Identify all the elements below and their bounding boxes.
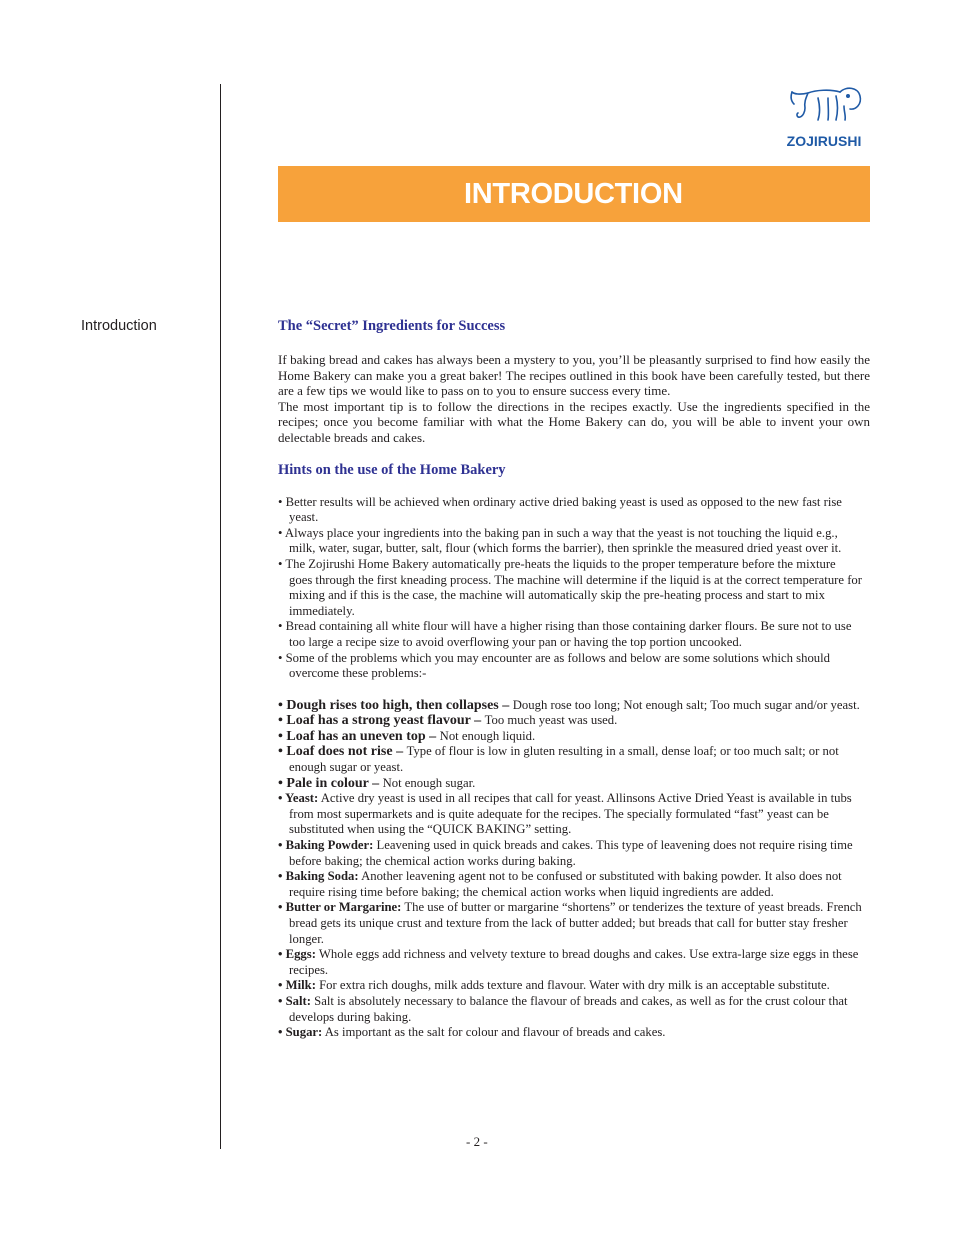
ingredient-description: Whole eggs add richness and velvety texture to bread doughs and cakes. Use extra-large size eggs in these recipes. [289, 947, 859, 977]
page-title: INTRODUCTION [464, 178, 683, 210]
ingredient-description: For extra rich doughs, milk adds texture and flavour. Water with dry milk is an acceptable substitute. [315, 978, 830, 993]
title-banner [278, 166, 870, 222]
list-item: • Always place your ingredients into the baking pan in such a way that the yeast is not touching the liquid e.g., milk, water, sugar, butter, salt, flour (which forms the barrier), then sprinkle the measured dried yeast over it. [278, 525, 842, 556]
ingredient-term: • Milk: [278, 978, 316, 993]
list-item [278, 1025, 870, 1041]
ingredient-description: The use of butter or margarine “shortens” or tenderizes the texture of yeast breads. French bread gets its unique crust and texture from the lack of butter added; but breads that call for butter stay fresher longer. [289, 900, 862, 946]
ingredient-term: • Eggs: [278, 947, 316, 962]
elephant-logo-icon [778, 84, 870, 150]
list-item [278, 900, 870, 947]
hints-list [278, 495, 870, 682]
ingredient-description: Salt is absolutely necessary to balance the flavour of breads and cakes, as well as for the crust colour that develops during baking. [289, 993, 848, 1024]
problem-term: • Pale in colour – [278, 775, 383, 791]
ingredient-term: • Baking Powder: [278, 838, 374, 853]
problem-term: • Loaf has a strong yeast flavour – [278, 713, 485, 729]
margin-divider-line [220, 84, 221, 1149]
list-item: • Bread containing all white flour will have a higher rising than those containing darker flours. Be sure not to use too large a recipe size to avoid overflowing your pan or having the top portion uncooked. [278, 619, 852, 649]
ingredient-term: • Sugar: [278, 1025, 323, 1040]
problem-solution: Not enough sugar. [382, 775, 476, 790]
intro-paragraph-2: The most important tip is to follow the directions in the recipes exactly. Use the ingredients specified in the recipes; once you become familiar with what the Home Bakery can do, you will be able to invent your own delectable breads and cakes. [278, 398, 870, 445]
main-content [278, 316, 870, 1041]
ingredient-term: • Yeast: [278, 791, 319, 806]
list-item: • The Zojirushi Home Bakery automatically pre-heats the liquids to the proper temperature before the mixture goes through the first kneading process. The machine will determine if the liquid is at the correct temperature for mixing and if this is the case, the machine will automatically skip the pre-heating process and start to mix immediately. [278, 556, 862, 618]
intro-paragraph-1: If baking bread and cakes has always been a mystery to you, you’ll be pleasantly surprised to find how easily the Home Bakery can make you a great baker! The recipes outlined in this book have been carefully tested, but there are a few tips we would like to pass on to you to ensure success every time. [278, 352, 870, 399]
problem-solution: Too much yeast was used. [484, 713, 618, 728]
list-item [278, 978, 870, 994]
list-item [278, 744, 870, 775]
problem-term: • Dough rises too high, then collapses – [278, 697, 513, 713]
section-heading-hints: Hints on the use of the Home Bakery [278, 461, 506, 478]
page-number: - 2 - [466, 1134, 488, 1149]
problem-term: • Loaf does not rise – [278, 744, 407, 760]
problem-solution: Type of flour is low in gluten resulting in a small, dense loaf; or too much salt; or not enough sugar or yeast. [289, 744, 839, 775]
ingredient-term: • Baking Soda: [278, 869, 359, 884]
list-item: • Some of the problems which you may encounter are as follows and below are some solutions which should overcome these problems:- [278, 650, 831, 681]
ingredients-list [278, 791, 870, 1041]
list-item [278, 994, 870, 1025]
list-item [278, 869, 870, 900]
ingredient-term: • Salt: [278, 993, 311, 1008]
ingredient-description: Leavening used in quick breads and cakes. This type of leavening does not require rising time before baking; the chemical action works during baking. [289, 838, 853, 868]
list-item [278, 947, 870, 978]
problems-list [278, 698, 870, 792]
sidebar-section-label: Introduction [81, 318, 157, 334]
problem-solution: Dough rose too long; Not enough salt; Too much sugar and/or yeast. [512, 697, 860, 712]
list-item [278, 729, 870, 745]
list-item: • Better results will be achieved when ordinary active dried baking yeast is used as opposed to the new fast rise yeast. [278, 494, 842, 525]
list-item [278, 791, 870, 838]
ingredient-term: • Butter or Margarine: [278, 900, 402, 915]
list-item [278, 713, 870, 729]
list-item [278, 776, 870, 792]
list-item [278, 698, 870, 714]
list-item [278, 838, 870, 869]
section-heading-secret-ingredients: The “Secret” Ingredients for Success [278, 318, 506, 334]
ingredient-description: As important as the salt for colour and flavour of breads and cakes. [322, 1025, 666, 1040]
zojirushi-logo [778, 84, 870, 150]
problem-solution: Not enough liquid. [439, 728, 536, 743]
ingredient-description: Active dry yeast is used in all recipes that call for yeast. Allinsons Active Dried Yeast is available in tubs from most supermarkets and is quite adequate for the recipes. The specially formulated “fast” yeast can be substituted when using the “QUICK BAKING” setting. [289, 791, 852, 837]
logo-wordmark: ZOJIRUSHI [786, 133, 862, 149]
problem-term: • Loaf has an uneven top – [278, 728, 440, 744]
ingredient-description: Another leavening agent not to be confused or substituted with baking powder. It also does not require rising time before baking; the chemical action works when liquid ingredients are added. [289, 869, 842, 899]
